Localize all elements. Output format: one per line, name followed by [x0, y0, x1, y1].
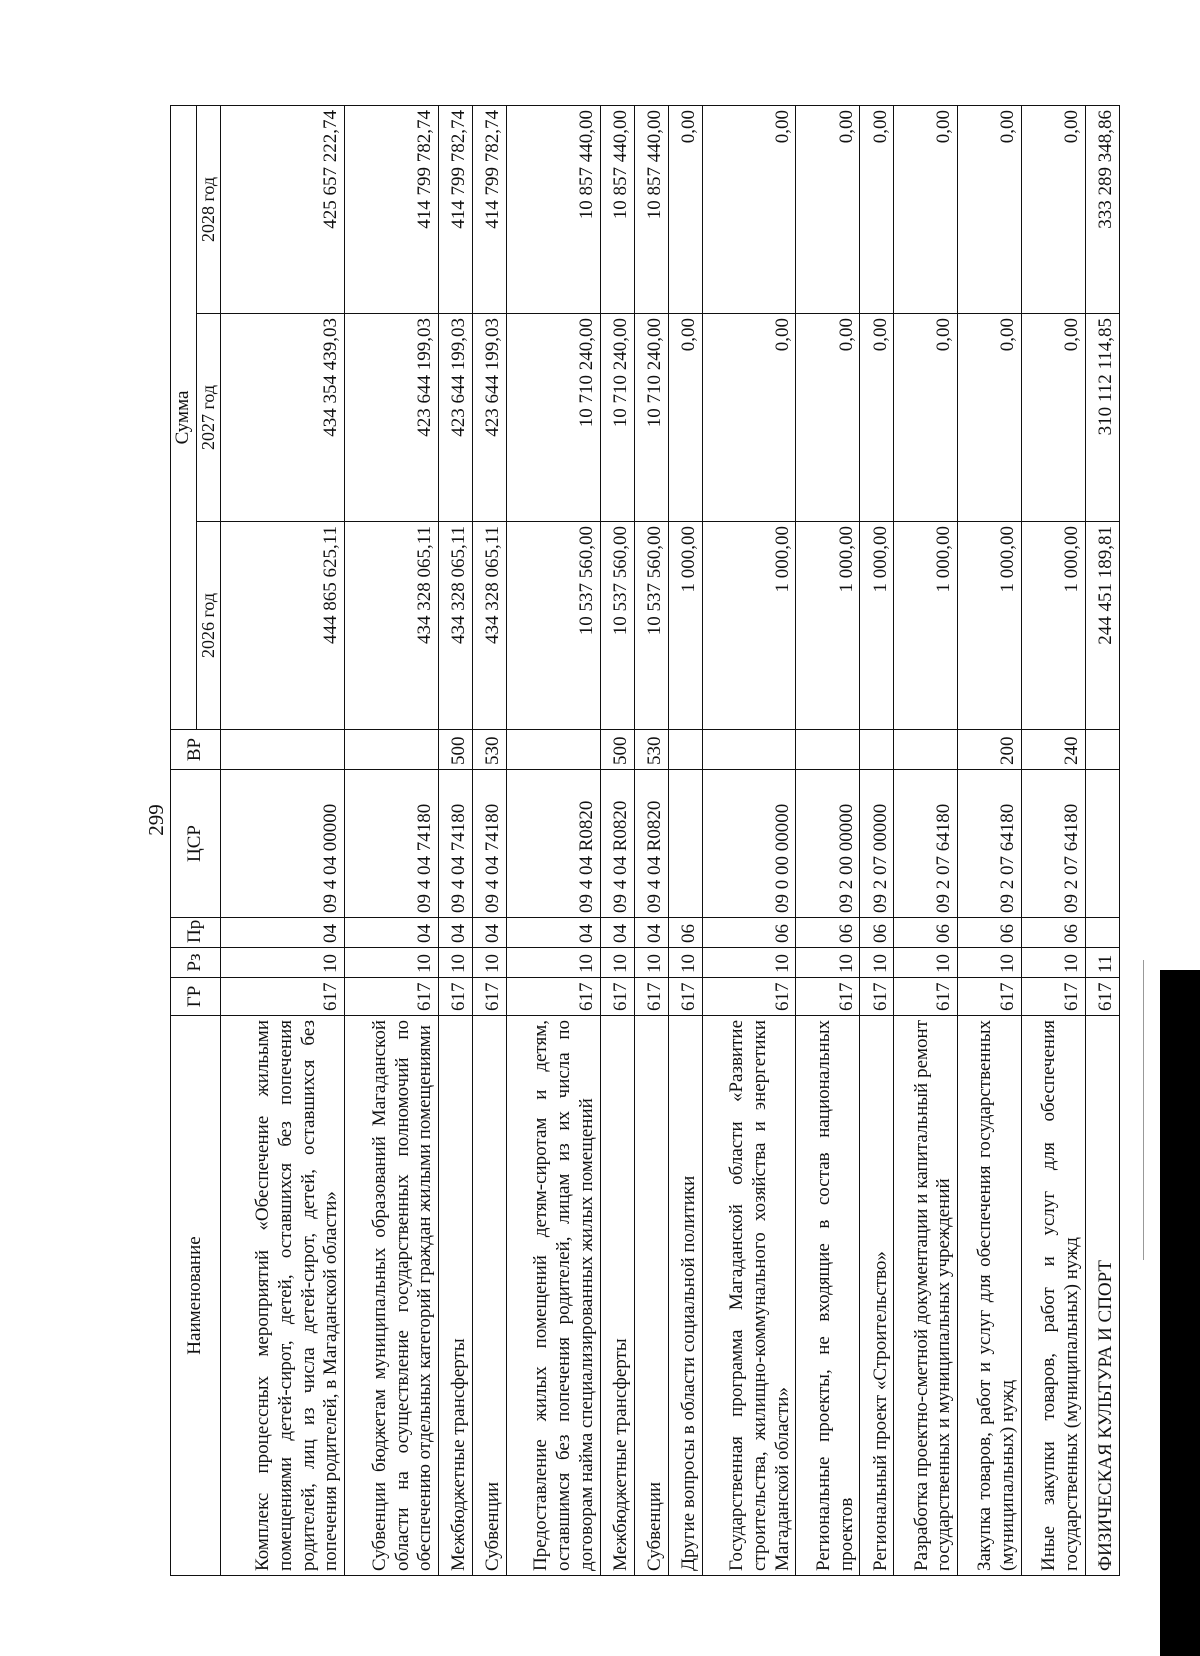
- cell-2028: 414 799 782,74: [345, 106, 439, 314]
- table-row: [600, 106, 634, 1576]
- table-row: [506, 106, 600, 1576]
- cell-rz: 10: [506, 948, 600, 978]
- table-body: [221, 106, 1120, 1576]
- table-row: [796, 106, 860, 1576]
- cell-pr: 04: [506, 918, 600, 948]
- cell-name: Региональные проекты, не входящие в состав национальных проектов: [796, 1016, 860, 1576]
- cell-vr: [1085, 730, 1119, 770]
- cell-rz: 10: [439, 948, 473, 978]
- table-row: [439, 106, 473, 1576]
- cell-rz: 10: [600, 948, 634, 978]
- cell-pr: 06: [702, 918, 796, 948]
- cell-pr: 06: [796, 918, 860, 948]
- cell-vr: [221, 730, 345, 770]
- cell-2027: 0,00: [958, 314, 1022, 522]
- cell-name: Закупка товаров, работ и услуг для обеспечения государственных (муниципальных) нужд: [958, 1016, 1022, 1576]
- cell-2028: 0,00: [702, 106, 796, 314]
- cell-2027: 0,00: [1022, 314, 1086, 522]
- cell-2027: 434 354 439,03: [221, 314, 345, 522]
- cell-gr: 617: [702, 978, 796, 1016]
- cell-2026: 434 328 065,11: [345, 522, 439, 730]
- cell-gr: 617: [1022, 978, 1086, 1016]
- cell-gr: 617: [634, 978, 668, 1016]
- cell-csr: 09 4 04 74180: [439, 770, 473, 918]
- cell-csr: 09 2 07 64180: [958, 770, 1022, 918]
- cell-rz: 10: [668, 948, 702, 978]
- cell-vr: [506, 730, 600, 770]
- cell-vr: [796, 730, 860, 770]
- cell-vr: 500: [439, 730, 473, 770]
- cell-pr: 04: [345, 918, 439, 948]
- cell-2028: 0,00: [1022, 106, 1086, 314]
- cell-name: Субвенции: [473, 1016, 507, 1576]
- header-row: [171, 106, 197, 1576]
- cell-gr: 617: [473, 978, 507, 1016]
- scan-line: [1143, 960, 1144, 1260]
- cell-2026: 434 328 065,11: [473, 522, 507, 730]
- cell-pr: 04: [600, 918, 634, 948]
- cell-2026: 1 000,00: [702, 522, 796, 730]
- cell-name: Региональный проект «Строительство»: [860, 1016, 894, 1576]
- table-row: [634, 106, 668, 1576]
- column-header-2026: 2026 год: [196, 522, 221, 730]
- cell-2028: 425 657 222,74: [221, 106, 345, 314]
- cell-pr: 04: [439, 918, 473, 948]
- cell-gr: 617: [345, 978, 439, 1016]
- cell-2026: 1 000,00: [860, 522, 894, 730]
- cell-gr: 617: [439, 978, 473, 1016]
- cell-rz: 10: [221, 948, 345, 978]
- column-header-gr: ГР: [171, 978, 221, 1016]
- page-number: 299: [143, 804, 168, 836]
- cell-2026: 10 537 560,00: [634, 522, 668, 730]
- cell-gr: 617: [796, 978, 860, 1016]
- cell-rz: 10: [634, 948, 668, 978]
- cell-2027: 0,00: [796, 314, 860, 522]
- cell-name: Межбюджетные трансферты: [439, 1016, 473, 1576]
- cell-csr: 09 2 00 00000: [796, 770, 860, 918]
- column-header-rz: Рз: [171, 948, 221, 978]
- cell-pr: 06: [894, 918, 958, 948]
- cell-csr: 09 4 04 74180: [345, 770, 439, 918]
- cell-2027: 423 644 199,03: [473, 314, 507, 522]
- cell-csr: 09 4 04 R0820: [634, 770, 668, 918]
- table-row: [860, 106, 894, 1576]
- cell-2026: 444 865 625,11: [221, 522, 345, 730]
- cell-vr: [345, 730, 439, 770]
- cell-2028: 0,00: [958, 106, 1022, 314]
- cell-2028: 0,00: [894, 106, 958, 314]
- cell-pr: 06: [860, 918, 894, 948]
- cell-2026: 1 000,00: [958, 522, 1022, 730]
- cell-2026: 10 537 560,00: [600, 522, 634, 730]
- rotated-page-content: [170, 106, 1120, 1576]
- cell-csr: 09 0 00 00000: [702, 770, 796, 918]
- cell-rz: 10: [894, 948, 958, 978]
- scan-edge-bar: [1160, 970, 1200, 1656]
- cell-2028: 10 857 440,00: [506, 106, 600, 314]
- cell-2027: 10 710 240,00: [600, 314, 634, 522]
- cell-gr: 617: [600, 978, 634, 1016]
- cell-gr: 617: [668, 978, 702, 1016]
- cell-name: Другие вопросы в области социальной политики: [668, 1016, 702, 1576]
- cell-name: Межбюджетные трансферты: [600, 1016, 634, 1576]
- cell-vr: 530: [473, 730, 507, 770]
- cell-rz: 10: [702, 948, 796, 978]
- cell-vr: 500: [600, 730, 634, 770]
- cell-gr: 617: [860, 978, 894, 1016]
- cell-csr: [1085, 770, 1119, 918]
- cell-csr: 09 4 04 R0820: [600, 770, 634, 918]
- cell-2026: 10 537 560,00: [506, 522, 600, 730]
- cell-gr: 617: [221, 978, 345, 1016]
- cell-name: Иные закупки товаров, работ и услуг для обеспечения государственных (муниципальных) нужд: [1022, 1016, 1086, 1576]
- cell-2027: 10 710 240,00: [506, 314, 600, 522]
- cell-rz: 11: [1085, 948, 1119, 978]
- cell-name: Предоставление жилых помещений детям-сиротам и детям, оставшимся без попечения родителей, лицам из их числа по договорам найма специализированных жилых помещений: [506, 1016, 600, 1576]
- cell-vr: 240: [1022, 730, 1086, 770]
- column-header-vr: ВР: [171, 730, 221, 770]
- cell-rz: 10: [345, 948, 439, 978]
- cell-rz: 10: [473, 948, 507, 978]
- cell-2028: 10 857 440,00: [600, 106, 634, 314]
- cell-gr: 617: [894, 978, 958, 1016]
- cell-name: Государственная программа Магаданской области «Развитие строительства, жилищно-коммунального хозяйства и энергетики Магаданской области»: [702, 1016, 796, 1576]
- cell-2028: 414 799 782,74: [473, 106, 507, 314]
- cell-csr: 09 4 04 00000: [221, 770, 345, 918]
- cell-2027: 0,00: [668, 314, 702, 522]
- cell-name: ФИЗИЧЕСКАЯ КУЛЬТУРА И СПОРТ: [1085, 1016, 1119, 1576]
- cell-vr: 200: [958, 730, 1022, 770]
- column-header-csr: ЦСР: [171, 770, 221, 918]
- cell-name: Комплекс процессных мероприятий «Обеспечение жильыми помещениями детей-сирот, детей, оставшихся без попечения родителей, лиц из числа детей-сирот, детей, оставшихся без попечения родителей, в Магаданской области»: [221, 1016, 345, 1576]
- cell-vr: [894, 730, 958, 770]
- cell-rz: 10: [1022, 948, 1086, 978]
- column-header-2027: 2027 год: [196, 314, 221, 522]
- cell-gr: 617: [1085, 978, 1119, 1016]
- cell-pr: 04: [221, 918, 345, 948]
- cell-2027: 0,00: [860, 314, 894, 522]
- table-row: [1085, 106, 1119, 1576]
- cell-2026: 1 000,00: [668, 522, 702, 730]
- cell-2026: 244 451 189,81: [1085, 522, 1119, 730]
- cell-csr: 09 2 07 00000: [860, 770, 894, 918]
- cell-2027: 423 644 199,03: [439, 314, 473, 522]
- cell-pr: 06: [1022, 918, 1086, 948]
- cell-vr: 530: [634, 730, 668, 770]
- cell-gr: 617: [958, 978, 1022, 1016]
- table-row: [668, 106, 702, 1576]
- cell-csr: 09 2 07 64180: [1022, 770, 1086, 918]
- cell-2027: 10 710 240,00: [634, 314, 668, 522]
- cell-name: Субвенции: [634, 1016, 668, 1576]
- cell-pr: 06: [668, 918, 702, 948]
- cell-csr: 09 4 04 R0820: [506, 770, 600, 918]
- cell-pr: 06: [958, 918, 1022, 948]
- cell-2028: 0,00: [796, 106, 860, 314]
- cell-2026: 1 000,00: [894, 522, 958, 730]
- cell-name: Субвенции бюджетам муниципальных образований Магаданской области на осуществление государственных полномочий по обеспечению отдельных категорий граждан жилыми помещениями: [345, 1016, 439, 1576]
- cell-csr: 09 4 04 74180: [473, 770, 507, 918]
- table-row: [894, 106, 958, 1576]
- cell-2026: 434 328 065,11: [439, 522, 473, 730]
- cell-pr: [1085, 918, 1119, 948]
- cell-2026: 1 000,00: [1022, 522, 1086, 730]
- column-header-2028: 2028 год: [196, 106, 221, 314]
- cell-pr: 04: [473, 918, 507, 948]
- table-row: [1022, 106, 1086, 1576]
- table-row: [702, 106, 796, 1576]
- table-row: [473, 106, 507, 1576]
- cell-rz: 10: [860, 948, 894, 978]
- cell-pr: 04: [634, 918, 668, 948]
- table-row: [345, 106, 439, 1576]
- cell-2027: 310 112 114,85: [1085, 314, 1119, 522]
- cell-2028: 414 799 782,74: [439, 106, 473, 314]
- cell-csr: [668, 770, 702, 918]
- cell-gr: 617: [506, 978, 600, 1016]
- cell-2027: 0,00: [894, 314, 958, 522]
- table-row: [221, 106, 345, 1576]
- table-row: [958, 106, 1022, 1576]
- column-header-sum: Сумма: [171, 106, 197, 730]
- budget-table: [170, 105, 1120, 1576]
- cell-2026: 1 000,00: [796, 522, 860, 730]
- cell-2027: 0,00: [702, 314, 796, 522]
- cell-2028: 10 857 440,00: [634, 106, 668, 314]
- cell-csr: 09 2 07 64180: [894, 770, 958, 918]
- cell-2028: 0,00: [668, 106, 702, 314]
- cell-2028: 0,00: [860, 106, 894, 314]
- cell-name: Разработка проектно-сметной документации и капитальный ремонт государственных и муниципальных учреждений: [894, 1016, 958, 1576]
- cell-2028: 333 289 348,86: [1085, 106, 1119, 314]
- cell-rz: 10: [958, 948, 1022, 978]
- column-header-name: Наименование: [171, 1016, 221, 1576]
- cell-vr: [668, 730, 702, 770]
- cell-2027: 423 644 199,03: [345, 314, 439, 522]
- cell-vr: [702, 730, 796, 770]
- column-header-pr: Пр: [171, 918, 221, 948]
- cell-vr: [860, 730, 894, 770]
- cell-rz: 10: [796, 948, 860, 978]
